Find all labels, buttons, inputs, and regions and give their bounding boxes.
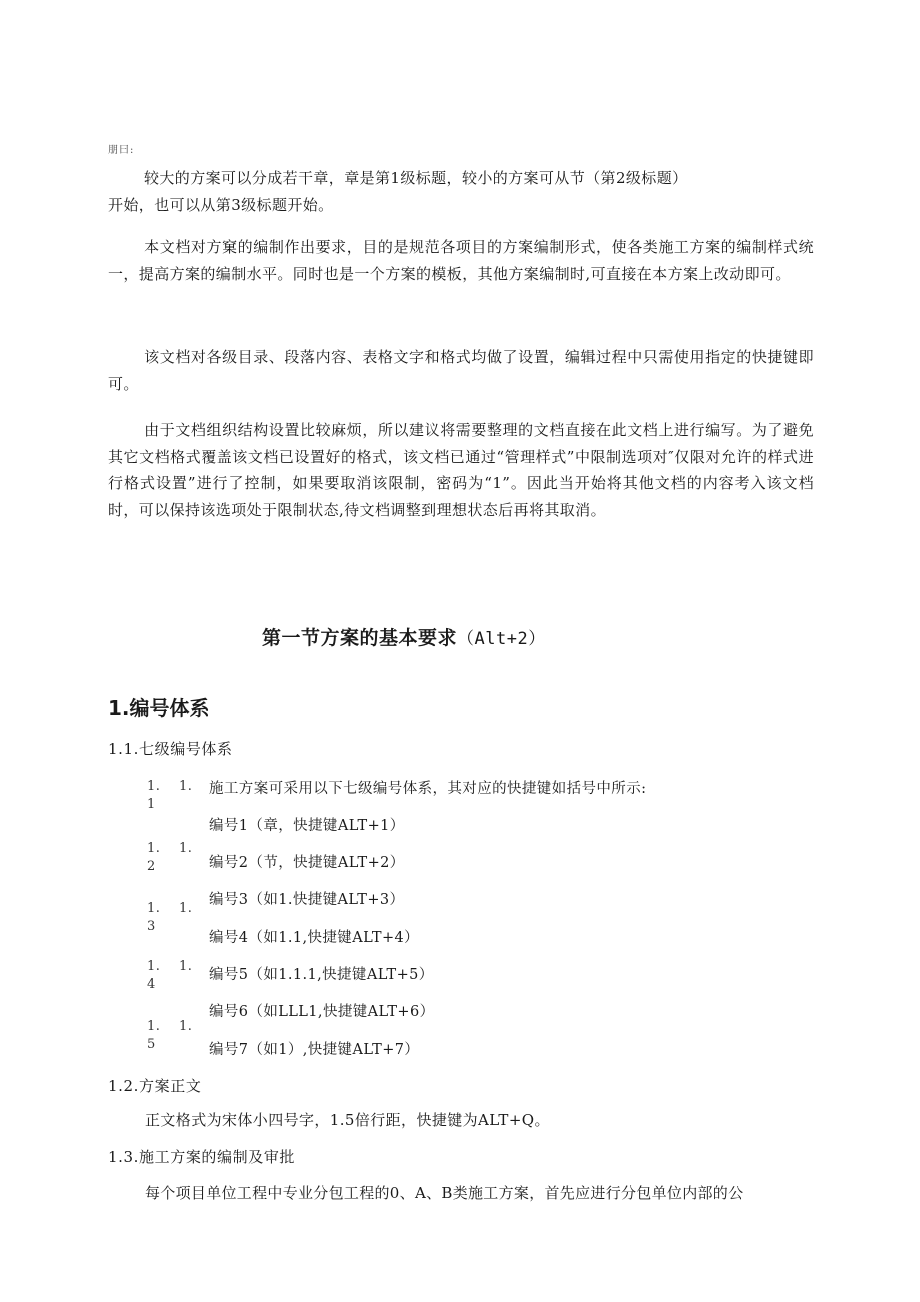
numbering-item: 编号5（如1.1.1,快捷键ALT+5）: [209, 967, 434, 983]
numbering-item: 编号3（如1.快捷键ALT+3）: [209, 892, 405, 908]
label-part: 1.: [147, 779, 161, 794]
numbering-item: 施工方案可采用以下七级编号体系，其对应的快捷键如括号中所示:: [209, 781, 647, 797]
label-part: 3: [147, 919, 156, 934]
numbering-item: 编号7（如1）,快捷键ALT+7）: [209, 1042, 420, 1058]
subheading-seven-level: 1.1.七级编号体系: [108, 740, 233, 758]
numbering-label-1: [147, 778, 192, 814]
label-part: 5: [147, 1037, 156, 1048]
label-part: 2: [147, 859, 156, 874]
label-part: 1.: [147, 959, 161, 974]
numbering-label-5: [147, 1018, 192, 1048]
approval-text: 每个项目单位工程中专业分包工程的0、A、B类施工方案，首先应进行分包单位内部的公: [145, 1184, 744, 1202]
intro-p2-text: 本文档对方窠的编制作出要求，目的是规范各项目的方案编制形式，使各类施工方案的编制样式统一，提高方案的编制水平。同时也是一个方案的模板，其他方案编制时,可直接在本方案上改动即可。: [108, 238, 814, 283]
numbering-label-2: [147, 840, 192, 876]
numbering-item: 编号4（如1.1,快捷键ALT+4）: [209, 930, 420, 946]
section-shortcut: （Alt+2）: [457, 629, 546, 649]
numbering-item: 编号1（章，快捷键ALT+1）: [209, 818, 405, 834]
intro-paragraph-1: [108, 165, 814, 218]
label-part: 1.: [179, 959, 193, 974]
subheading-approval: 1.3.施工方案的编制及审批: [108, 1148, 296, 1166]
label-part: 1: [147, 797, 156, 812]
section-title-text: 第一节方案的基本要求: [262, 627, 458, 649]
numbering-label-4: [147, 958, 192, 994]
heading-numbering-system: 1.编号体系: [108, 696, 210, 720]
intro-p3-text: 该文档对各级目录、段落内容、表格文字和格式均做了设置，编辑过程中只需使用指定的快捷键即可。: [108, 348, 814, 393]
subheading-body-text: 1.2.方案正文: [108, 1077, 202, 1095]
note-label: 朋曰:: [108, 145, 135, 156]
label-part: 1.: [179, 1019, 193, 1034]
intro-p4-text: 由于文档组织结构设置比较麻烦，所以建议将需要整理的文档直接在此文档上进行编写。为了避免其它文档格式覆盖该文档已设置好的格式，该文档已通过“管理样式”中限制选项对″仅限对允许的样式进行格式设置”进行了控制，如果要取消该限制，密码为“1”。因此当开始将其他文档的内容考入该文档时，可以保持该选项处于限制状态,待文档调整到理想状态后再将其取消。: [108, 421, 814, 519]
intro-p1-line1: 较大的方案可以分成若干章，章是第1级标题，较小的方案可从节（第2级标题）: [144, 169, 688, 187]
label-part: 1.: [179, 901, 193, 916]
label-part: 1.: [147, 1019, 161, 1034]
intro-p1-line2: 开始，也可以从第3级标题开始。: [108, 195, 334, 214]
section-title: [262, 623, 546, 650]
numbering-item: 编号6（如LLL1,快捷键ALT+6）: [209, 1004, 435, 1020]
intro-paragraph-2: [108, 234, 814, 287]
body-format-text: 正文格式为宋体小四号字，1.5倍行距，快捷键为ALT+Q。: [145, 1111, 550, 1129]
numbering-label-3: [147, 900, 192, 936]
label-part: 1.: [179, 779, 193, 794]
label-part: 1.: [147, 901, 161, 916]
label-part: 4: [147, 977, 156, 992]
label-part: 1.: [147, 841, 161, 856]
numbering-item: 编号2（节，快捷键ALT+2）: [209, 855, 405, 871]
intro-paragraph-3: [108, 344, 814, 397]
label-part: 1.: [179, 841, 193, 856]
intro-paragraph-4: [108, 417, 814, 523]
